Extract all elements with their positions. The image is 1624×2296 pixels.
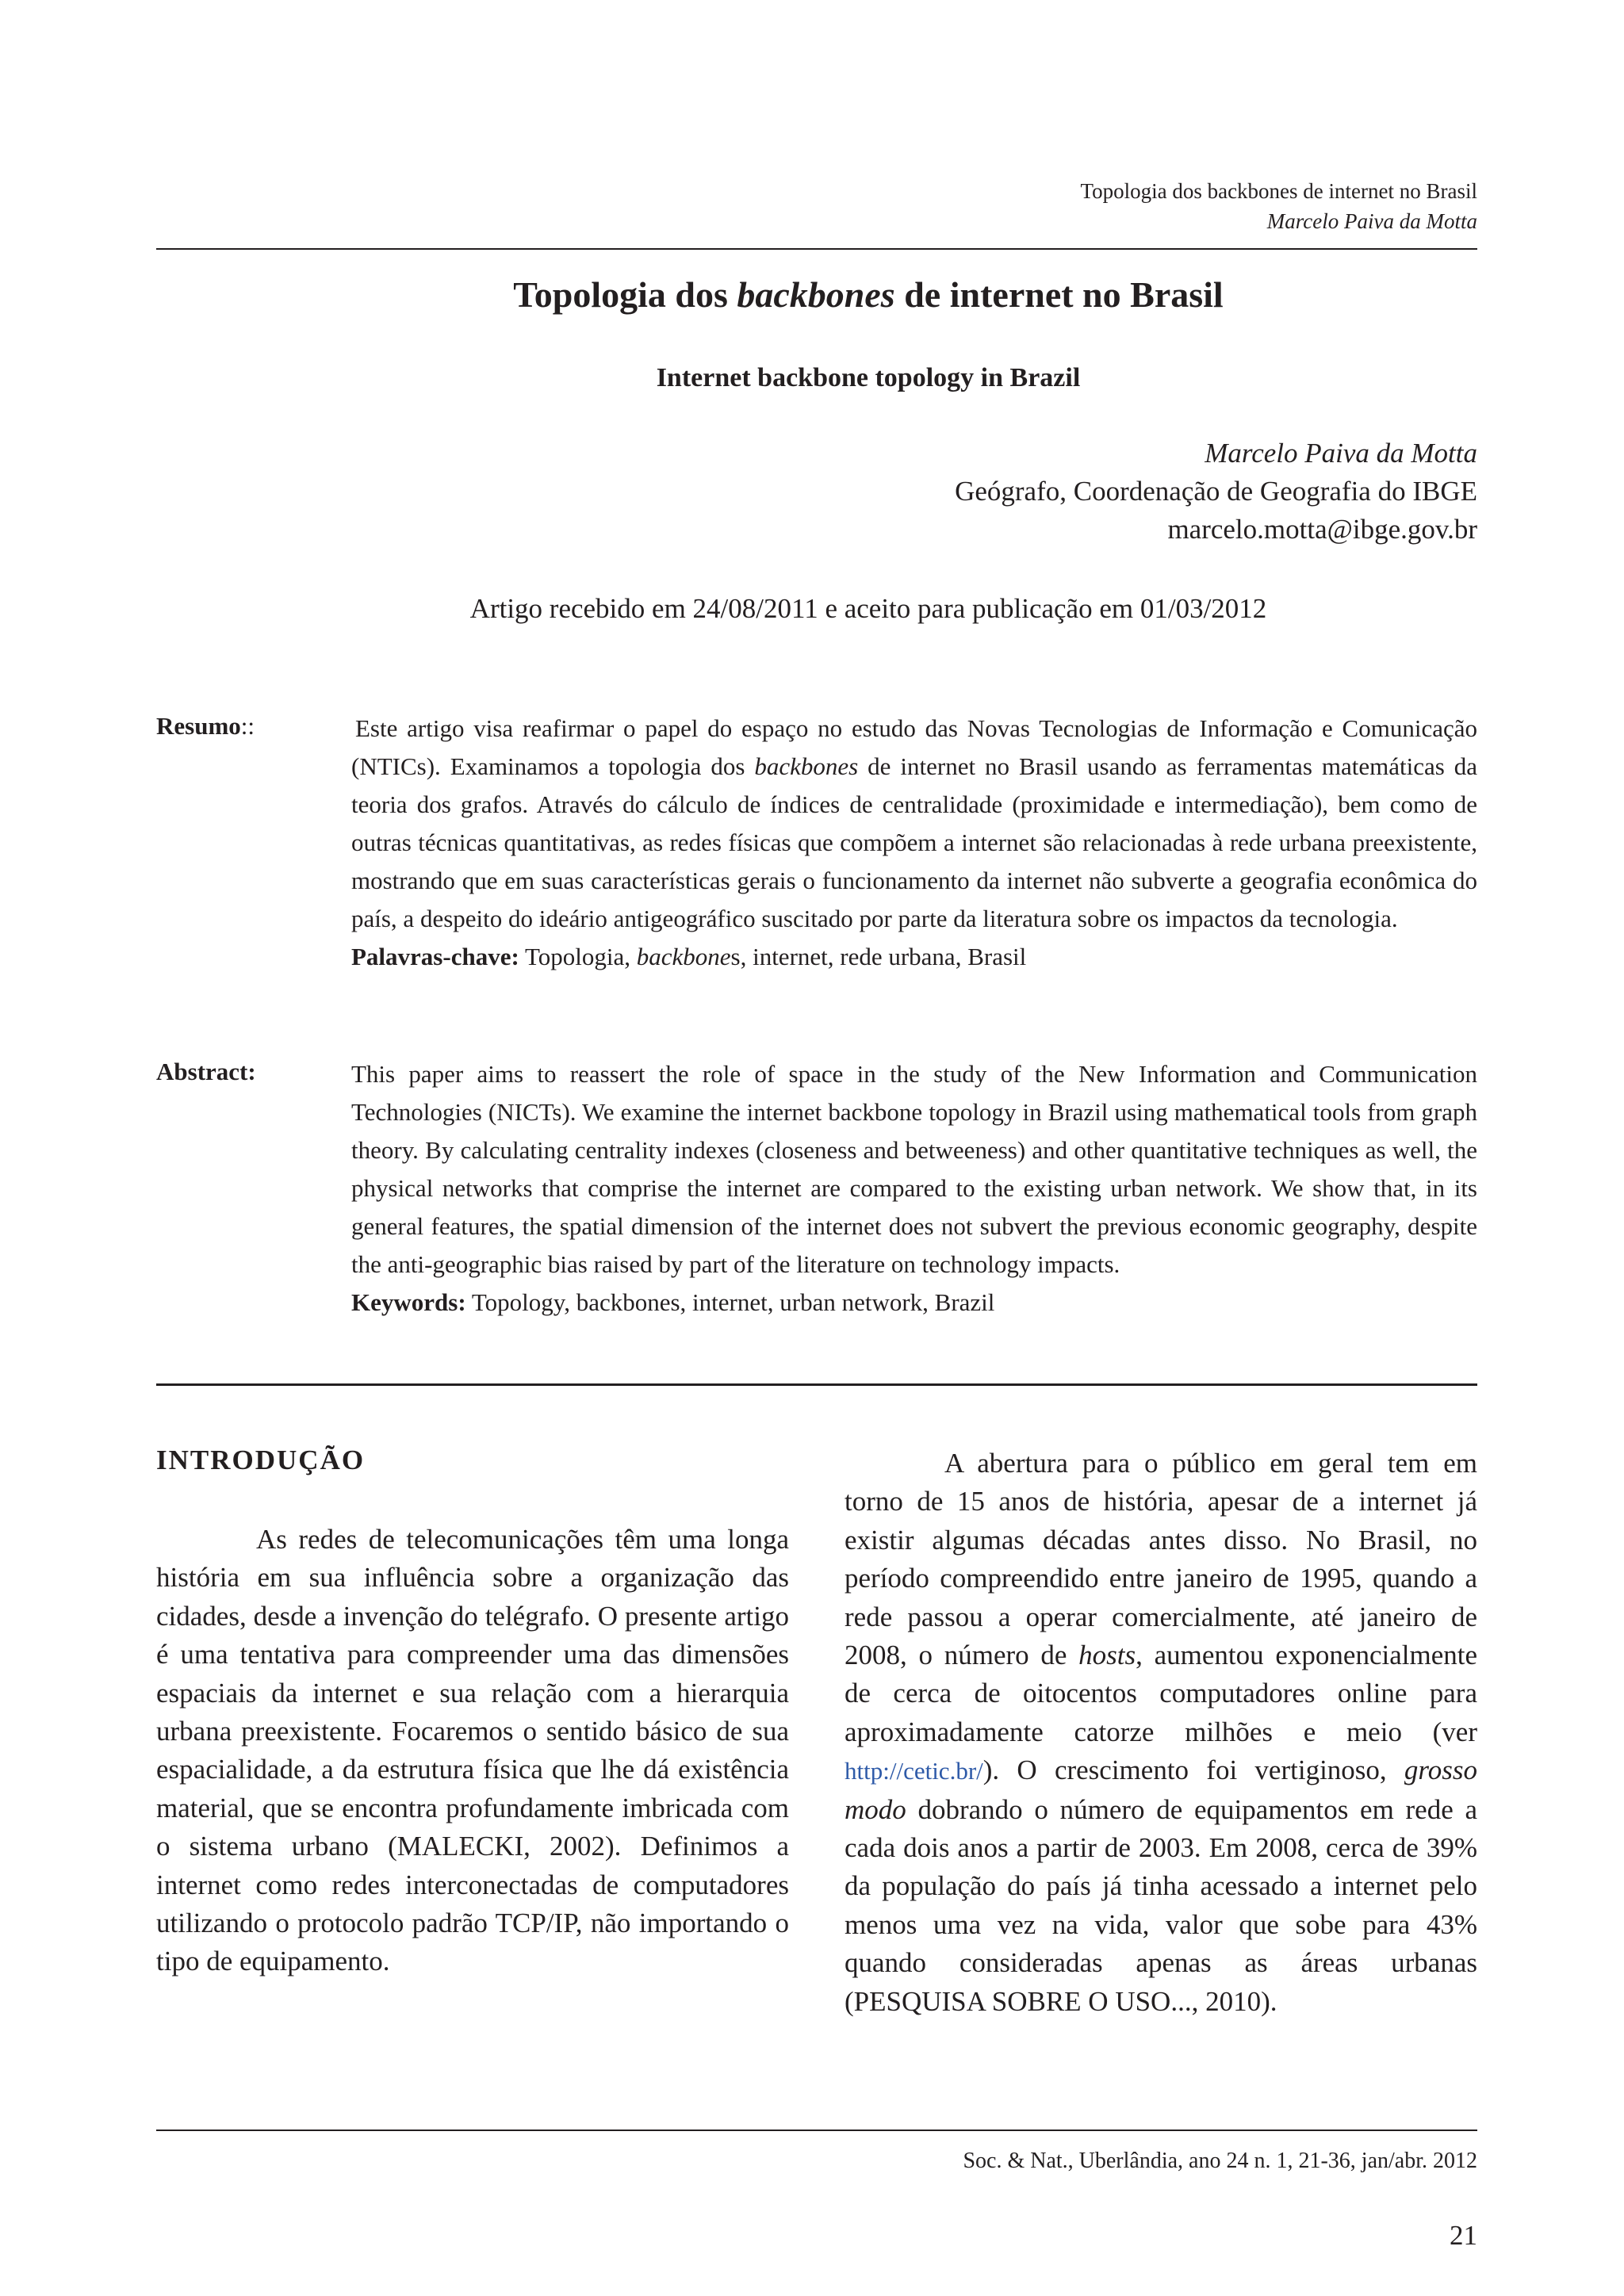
header-rule bbox=[156, 248, 1477, 250]
author-email: marcelo.motta@ibge.gov.br bbox=[1167, 514, 1477, 545]
abstract-text: This paper aims to reassert the role of space in the study of the New Information and Communication Technologies (NICTs). We examine the internet backbone topology in Brazil using mathematical tools from graph theory. By calculating centrality indexes (closeness and betweeness) and other quantitative techniques as well, the physical networks that comprise the internet are compared to the existing urban network. We show that, in its general features, the spatial dimension of the internet does not subvert the previous economic geography, despite the anti-geographic bias raised by part of the literature on technology impacts. Keywords: Topology, backbones, internet, urban network, Brazil bbox=[351, 1055, 1477, 1322]
intro-left-column bbox=[156, 1521, 789, 1981]
abstract-label: Abstract: bbox=[156, 1058, 256, 1085]
page-number: 21 bbox=[1450, 2220, 1477, 2251]
resumo-keywords: Palavras-chave: Topologia, backbones, internet, rede urbana, Brasil bbox=[351, 943, 1027, 970]
abstract-keywords: Keywords: Topology, backbones, internet, urban network, Brazil bbox=[351, 1288, 995, 1316]
author-affiliation: Geógrafo, Coordenação de Geografia do IBGE bbox=[955, 476, 1477, 507]
abstract-rule bbox=[156, 1383, 1477, 1386]
article-subtitle: Internet backbone topology in Brazil bbox=[656, 363, 1081, 392]
intro-paragraph-2: A abertura para o público em geral tem em torno de 15 anos de história, apesar de a internet já existir algumas décadas antes disso. No Brasil, no período compreendido entre janeiro de 1995, quando a rede passou a operar comercialmente, até janeiro de 2008, o número de hosts, aumentou exponencialmente de cerca de oitocentos computadores online para aproximadamente catorze milhões e meio (ver http://cetic.br/). O crescimento foi vertiginoso, grosso modo dobrando o número de equipamentos em rede a cada dois anos a partir de 2003. Em 2008, cerca de 39% da população do país já tinha acessado a internet pelo menos uma vez na vida, valor que sobe para 43% quando consideradas apenas as áreas urbanas (PESQUISA SOBRE O USO..., 2010). bbox=[845, 1448, 1477, 2017]
received-dates: Artigo recebido em 24/08/2011 e aceito para publicação em 01/03/2012 bbox=[469, 593, 1267, 624]
intro-paragraph-1: As redes de telecomunicações têm uma longa história em sua influência sobre a organização das cidades, desde a invenção do telégrafo. O presente artigo é uma tentativa para compreender uma das dimensões espaciais da internet e sua relação com a hierarquia urbana preexistente. Focaremos o sentido básico de sua espacialidade, a da estrutura física que lhe dá existência material, que se encontra profundamente imbricada com o sistema urbano (MALECKI, 2002). Definimos a internet como redes interconectadas de computadores utilizando o protocolo padrão TCP/IP, não importando o tipo de equipamento. bbox=[156, 1524, 789, 1977]
running-header-title: Topologia dos backbones de internet no Brasil bbox=[1080, 179, 1477, 203]
footer-rule bbox=[156, 2130, 1477, 2131]
resumo-text: Este artigo visa reafirmar o papel do espaço no estudo das Novas Tecnologias de Informação e Comunicação (NTICs). Examinamos a topologia dos backbones de internet no Brasil usando as ferramentas matemáticas da teoria dos grafos. Através do cálculo de índices de centralidade (proximidade e intermediação), bem como de outras técnicas quantitativas, as redes físicas que compõem a internet são relacionadas à rede urbana preexistente, mostrando que em suas características gerais o funcionamento da internet não subverte a geografia econômica do país, a despeito do ideário antigeográfico suscitado por parte da literatura sobre os impactos da tecnologia. Palavras-chave: Topologia, backbones, internet, rede urbana, Brasil bbox=[351, 710, 1477, 976]
journal-citation: Soc. & Nat., Uberlândia, ano 24 n. 1, 21-36, jan/abr. 2012 bbox=[963, 2149, 1477, 2173]
resumo-label: Resumo:: bbox=[156, 712, 255, 740]
running-header-author: Marcelo Paiva da Motta bbox=[1266, 209, 1477, 233]
cetic-link[interactable]: http://cetic.br/ bbox=[845, 1757, 983, 1785]
article-title: Topologia dos backbones de internet no Brasil bbox=[513, 274, 1224, 315]
author-name: Marcelo Paiva da Motta bbox=[1205, 438, 1477, 469]
author-block bbox=[955, 434, 1477, 549]
section-heading-introducao: INTRODUÇÃO bbox=[156, 1445, 366, 1475]
running-header bbox=[1080, 176, 1477, 236]
intro-right-column bbox=[845, 1445, 1477, 2021]
